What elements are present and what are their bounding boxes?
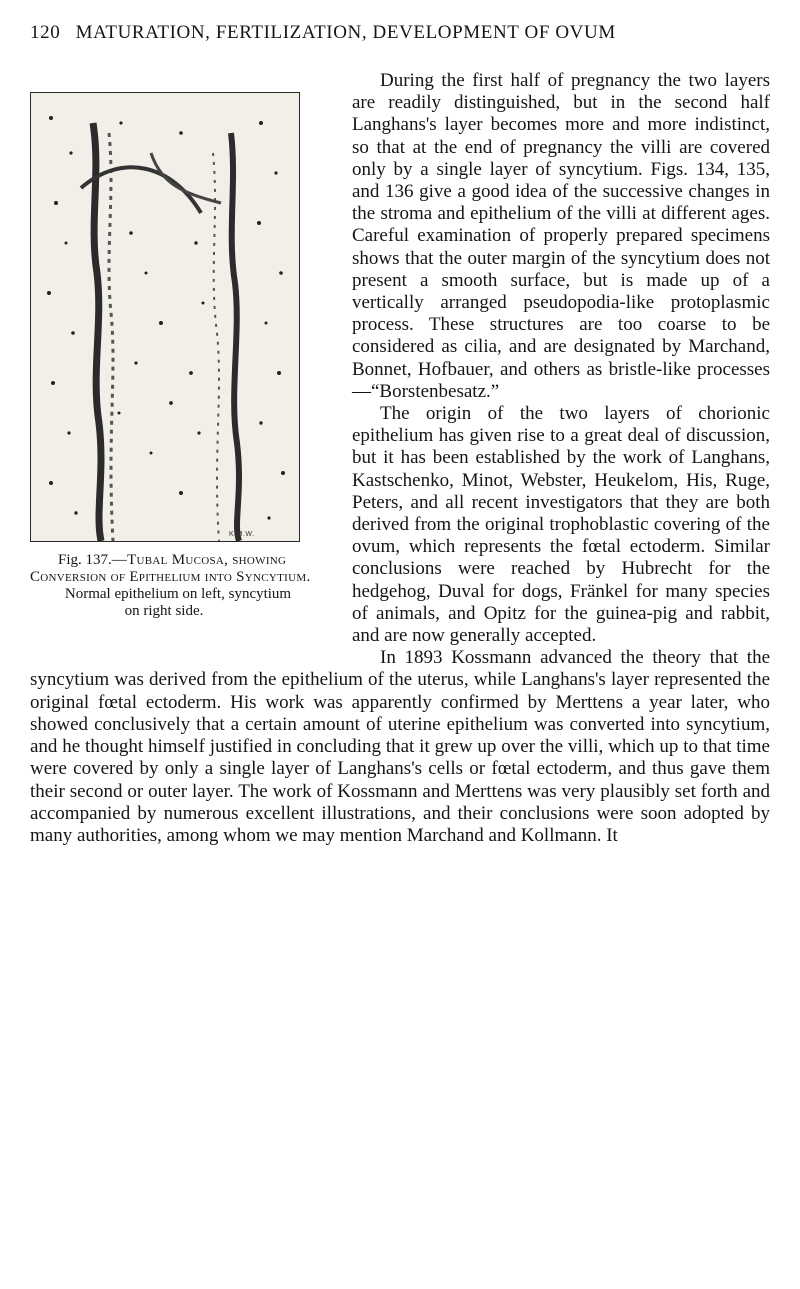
figure-caption [30, 552, 326, 620]
running-title: MATURATION, FERTILIZATION, DEVELOPMENT OF OVUM [75, 22, 616, 43]
body-text [30, 70, 770, 847]
running-header [30, 22, 770, 52]
paragraph-1-text: During the first half of pregnancy the two layers are readily distinguished, but in the second half Langhans's layer becomes more and more indistinct, so that at the end of pregnancy the villi are covered only by a single layer of syncytium. Figs. 134, 135, and 136 give a good idea of the successive changes in the stroma and epithelium of the villi at different ages. Careful examination of properly prepared specimens shows that the outer margin of the syncytium does not present a smooth surface, but is made up of a vertically arranged pseudopodia-like protoplasmic process. These structures are too coarse to be considered as cilia, and are designated by Marchand, Bonnet, Hofbauer, and others as bristle-like processes—“Borstenbesatz.” [352, 70, 770, 402]
artist-initials: K.M.W. [229, 531, 255, 538]
micrograph-illustration [31, 93, 299, 541]
figure-label: Fig. 137. [58, 552, 112, 568]
figure-137 [30, 92, 326, 657]
paragraph-3: In 1893 Kossmann advanced the theory that the syncytium was derived from the epithelium of the uterus, while Langhans's layer represented the original fœtal ectoderm. His work was apparently confirmed by Merttens a year later, who showed conclusively that a certain amount of uterine epithelium was converted into syncytium, and he thought himself justified in concluding that it grew up over the villi, which up to that time were covered by only a single layer of Langhans's cells or fœtal ectoderm, and thus gave them their second or outer layer. The work of Kossmann and Merttens was very plausibly set forth and accompanied by numerous excellent illustrations, and their conclusions were soon adopted by many authorities, among whom we may mention Marchand and Kollmann. It [30, 647, 770, 846]
paragraph-2: The origin of the two layers of chorionic epithelium has given rise to a great deal of discussion, but it has been established by the work of Langhans, Kastschenko, Minot, Webster, Heukelom, His, Ruge, Peters, and all recent investigators that they are both derived from the original trophoblastic covering of the ovum, which represents the fœtal ectoderm. Similar conclusions were reached by Hubrecht for the hedgehog, Duval for dogs, Fränkel for many species of animals, and Opitz for the guinea-pig and rabbit, and are now generally accepted. [352, 403, 770, 647]
figure-title: —Tubal Mucosa, showing Conversion of Epithelium into Syncytium. [30, 552, 311, 585]
figure-note: Normal epithelium on left, syncytium on right side. [64, 586, 292, 619]
page-number: 120 [30, 22, 61, 43]
figure-image [30, 92, 300, 542]
